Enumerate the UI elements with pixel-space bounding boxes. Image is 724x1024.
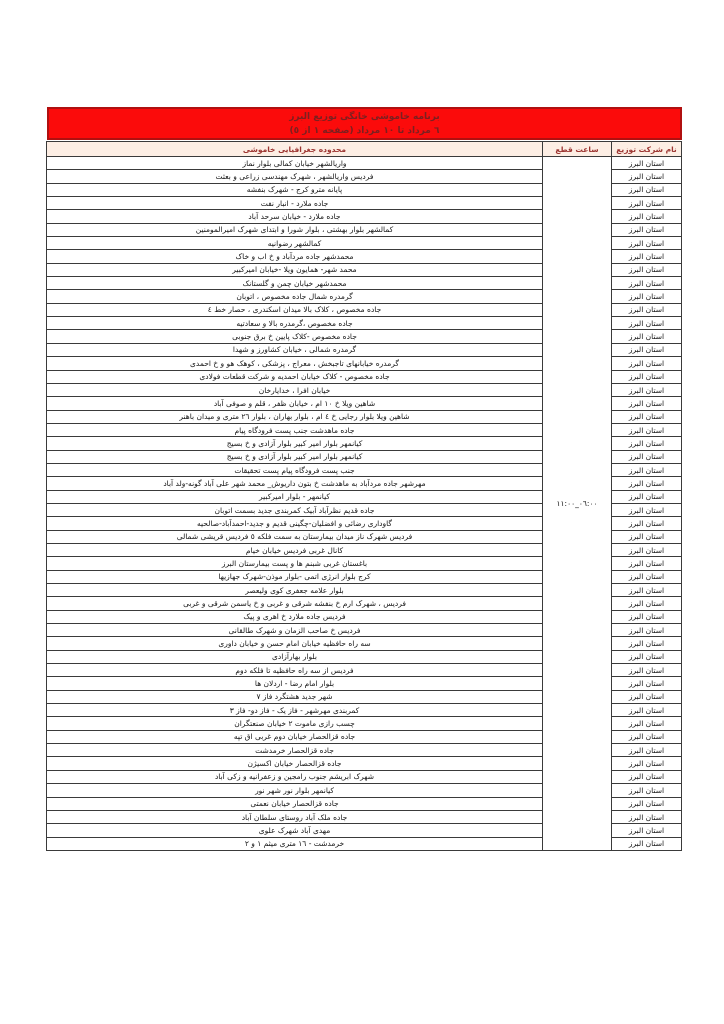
company-cell: استان البرز bbox=[612, 770, 682, 783]
company-cell: استان البرز bbox=[612, 637, 682, 650]
report-title-line2: ٦ مرداد تا ١٠ مرداد (صفحه ١ از ٥) bbox=[289, 126, 440, 136]
area-cell: شهر جدید هشتگرد فاز ٧ bbox=[47, 690, 543, 703]
company-cell: استان البرز bbox=[612, 570, 682, 583]
company-cell: استان البرز bbox=[612, 717, 682, 730]
area-cell: مهرشهر جاده مردآباد به ماهدشت خ بتون داریوش_ محمد شهر علی آباد گونه-ولد آباد bbox=[47, 477, 543, 490]
area-cell: جاده مخصوص ، کلاک بالا میدان اسکندری ، حصار خط ٤ bbox=[47, 303, 543, 316]
table-row bbox=[47, 157, 682, 170]
area-cell: محمدشهر خیابان چمن و گلستانک bbox=[47, 277, 543, 290]
area-cell: کمالشهر رضوانیه bbox=[47, 237, 543, 250]
area-cell: فردیس شهرک ناز میدان بیمارستان به سمت فلکه ٥ فردیس قریشی شمالی bbox=[47, 530, 543, 543]
area-cell: جاده قدیم نظرآباد آبیک کمربندی جدید بسمت اتوبان bbox=[47, 503, 543, 516]
area-cell: کرج بلوار انرژی اتمی -بلوار موذن-شهرک جهازیها bbox=[47, 570, 543, 583]
company-cell: استان البرز bbox=[612, 490, 682, 503]
company-cell: استان البرز bbox=[612, 357, 682, 370]
area-cell: کیانمهر - بلوار امیرکبیر bbox=[47, 490, 543, 503]
area-cell: جاده ملارد - خیابان سرحد آباد bbox=[47, 210, 543, 223]
area-cell: محمدشهر جاده مردآباد و خ اب و خاک bbox=[47, 250, 543, 263]
company-cell: استان البرز bbox=[612, 330, 682, 343]
company-cell: استان البرز bbox=[612, 810, 682, 823]
table-header-row bbox=[47, 142, 682, 157]
area-cell: کمالشهر بلوار بهشتی ، بلوار شورا و ابتدای شهرک امیرالمومنین bbox=[47, 223, 543, 236]
area-cell: جنب پست فرودگاه پیام پست تحقیقات bbox=[47, 463, 543, 476]
company-cell: استان البرز bbox=[612, 730, 682, 743]
area-cell: جاده مخصوص ،گرمدره بالا و سعادتیه bbox=[47, 317, 543, 330]
company-cell: استان البرز bbox=[612, 303, 682, 316]
area-cell: شاهین ویلا بلوار رجایی خ ٤ ام ، بلوار بهاران ، بلوار ٢٦ متری و میدان باهنر bbox=[47, 410, 543, 423]
area-cell: بلوار بهارآزادی bbox=[47, 650, 543, 663]
area-cell: باغستان غربی شبنم ها و پست بیمارستان البرز bbox=[47, 557, 543, 570]
area-cell: کانال غربی فردیس خیابان خیام bbox=[47, 543, 543, 556]
area-cell: فردیس از سه راه حافظیه تا فلکه دوم bbox=[47, 664, 543, 677]
company-cell: استان البرز bbox=[612, 463, 682, 476]
company-cell: استان البرز bbox=[612, 530, 682, 543]
area-cell: جاده ماهدشت جنب پست فرودگاه پیام bbox=[47, 423, 543, 436]
area-cell: جاده مخصوص - کلاک خیابان احمدیه و شرکت قطعات فولادی bbox=[47, 370, 543, 383]
area-cell: جاده قزالحصار خیابان نعمتی bbox=[47, 797, 543, 810]
company-cell: استان البرز bbox=[612, 183, 682, 196]
company-cell: استان البرز bbox=[612, 423, 682, 436]
company-cell: استان البرز bbox=[612, 757, 682, 770]
area-cell: فردیس خ صاحب الزمان و شهرک طالقانی bbox=[47, 624, 543, 637]
company-cell: استان البرز bbox=[612, 503, 682, 516]
area-cell: فردیس ، شهرک ارم خ بنفشه شرقی و غربی و خ یاسمن شرقی و غربی bbox=[47, 597, 543, 610]
area-cell: سه راه حافظیه خیابان امام حسن و خیابان داوری bbox=[47, 637, 543, 650]
area-cell: شهرک ابریشم جنوب رامجین و زعفرانیه و زکی آباد bbox=[47, 770, 543, 783]
company-cell: استان البرز bbox=[612, 624, 682, 637]
area-cell: کیانمهر بلوار نور شهر نور bbox=[47, 784, 543, 797]
company-cell: استان البرز bbox=[612, 343, 682, 356]
area-cell: پایانه مترو کرج - شهرک بنفشه bbox=[47, 183, 543, 196]
header-area: محدوده جغرافیایی خاموشی bbox=[47, 142, 543, 157]
company-cell: استان البرز bbox=[612, 450, 682, 463]
company-cell: استان البرز bbox=[612, 517, 682, 530]
company-cell: استان البرز bbox=[612, 784, 682, 797]
company-cell: استان البرز bbox=[612, 824, 682, 837]
company-cell: استان البرز bbox=[612, 597, 682, 610]
company-cell: استان البرز bbox=[612, 263, 682, 276]
company-cell: استان البرز bbox=[612, 210, 682, 223]
company-cell: استان البرز bbox=[612, 744, 682, 757]
area-cell: خیابان افرا ، خدایارخان bbox=[47, 383, 543, 396]
company-cell: استان البرز bbox=[612, 397, 682, 410]
area-cell: شاهین ویلا خ ١٠ ام ، خیابان ظفر ، قلم و صوفی آباد bbox=[47, 397, 543, 410]
area-cell: فردیس واریالشهر ، شهرک مهندسی زراعی و بعثت bbox=[47, 170, 543, 183]
company-cell: استان البرز bbox=[612, 664, 682, 677]
report-title-banner bbox=[47, 107, 682, 140]
area-cell: گرمدره شمال جاده مخصوص ، اتوبان bbox=[47, 290, 543, 303]
area-cell: گرمدره خیابانهای تاجبخش ، معراج ، پزشکی ، کوهک هو و خ احمدی bbox=[47, 357, 543, 370]
area-cell: گرمدره شمالی ، خیابان کشاورز و شهدا bbox=[47, 343, 543, 356]
company-cell: استان البرز bbox=[612, 317, 682, 330]
area-cell: کیانمهر بلوار امیر کبیر بلوار آزادی و خ بسیج bbox=[47, 450, 543, 463]
company-cell: استان البرز bbox=[612, 690, 682, 703]
header-time: ساعت قطع bbox=[543, 142, 612, 157]
area-cell: جاده قزالحصار خیابان اکسیژن bbox=[47, 757, 543, 770]
outage-time-cell: ٠٦:٠٠_١١:٠٠ bbox=[543, 157, 612, 851]
company-cell: استان البرز bbox=[612, 677, 682, 690]
company-cell: استان البرز bbox=[612, 383, 682, 396]
company-cell: استان البرز bbox=[612, 650, 682, 663]
company-cell: استان البرز bbox=[612, 290, 682, 303]
area-cell: بلوار علامه جعفری کوی ولیعصر bbox=[47, 584, 543, 597]
company-cell: استان البرز bbox=[612, 610, 682, 623]
area-cell: واریالشهر خیابان کمالی بلوار نماز bbox=[47, 157, 543, 170]
outage-table bbox=[46, 141, 682, 851]
area-cell: محمد شهر- همایون ویلا -خیابان امیرکبیر bbox=[47, 263, 543, 276]
area-cell: جاده قزالحصار خرمدشت bbox=[47, 744, 543, 757]
company-cell: استان البرز bbox=[612, 837, 682, 850]
company-cell: استان البرز bbox=[612, 223, 682, 236]
area-cell: چسب رازی ماموت ٢ خیابان صنعتگران bbox=[47, 717, 543, 730]
company-cell: استان البرز bbox=[612, 157, 682, 170]
header-company: نام شرکت توزیع bbox=[612, 142, 682, 157]
company-cell: استان البرز bbox=[612, 250, 682, 263]
outage-schedule-sheet bbox=[47, 107, 682, 851]
area-cell: بلوار امام رضا - اردلان ها bbox=[47, 677, 543, 690]
area-cell: جاده مخصوص -کلاک پایین خ برق جنوبی bbox=[47, 330, 543, 343]
company-cell: استان البرز bbox=[612, 197, 682, 210]
company-cell: استان البرز bbox=[612, 170, 682, 183]
company-cell: استان البرز bbox=[612, 543, 682, 556]
area-cell: مهدی آباد شهرک علوی bbox=[47, 824, 543, 837]
area-cell: جاده ملارد - انبار نفت bbox=[47, 197, 543, 210]
company-cell: استان البرز bbox=[612, 437, 682, 450]
area-cell: جاده ملک آباد روستای سلطان آباد bbox=[47, 810, 543, 823]
report-title-line1: برنامه خاموشی خانگی توزیع البرز bbox=[289, 112, 440, 122]
area-cell: گاوداری رضائی و افضلیان-چگینی قدیم و جدید-احمدآباد-صالحیه bbox=[47, 517, 543, 530]
company-cell: استان البرز bbox=[612, 410, 682, 423]
area-cell: کیانمهر بلوار امیر کبیر بلوار آزادی و خ بسیج bbox=[47, 437, 543, 450]
company-cell: استان البرز bbox=[612, 797, 682, 810]
area-cell: فردیس جاده ملارد خ اهری و پیک bbox=[47, 610, 543, 623]
company-cell: استان البرز bbox=[612, 370, 682, 383]
company-cell: استان البرز bbox=[612, 557, 682, 570]
outage-table-body bbox=[47, 157, 682, 851]
area-cell: کمربندی مهرشهر - فاز یک - فاز دو- فاز ٣ bbox=[47, 704, 543, 717]
company-cell: استان البرز bbox=[612, 237, 682, 250]
company-cell: استان البرز bbox=[612, 704, 682, 717]
area-cell: جاده قزالحصار خیابان دوم غربی اق تپه bbox=[47, 730, 543, 743]
company-cell: استان البرز bbox=[612, 277, 682, 290]
company-cell: استان البرز bbox=[612, 584, 682, 597]
area-cell: خرمدشت - ١٦ متری میثم ١ و ٢ bbox=[47, 837, 543, 850]
company-cell: استان البرز bbox=[612, 477, 682, 490]
